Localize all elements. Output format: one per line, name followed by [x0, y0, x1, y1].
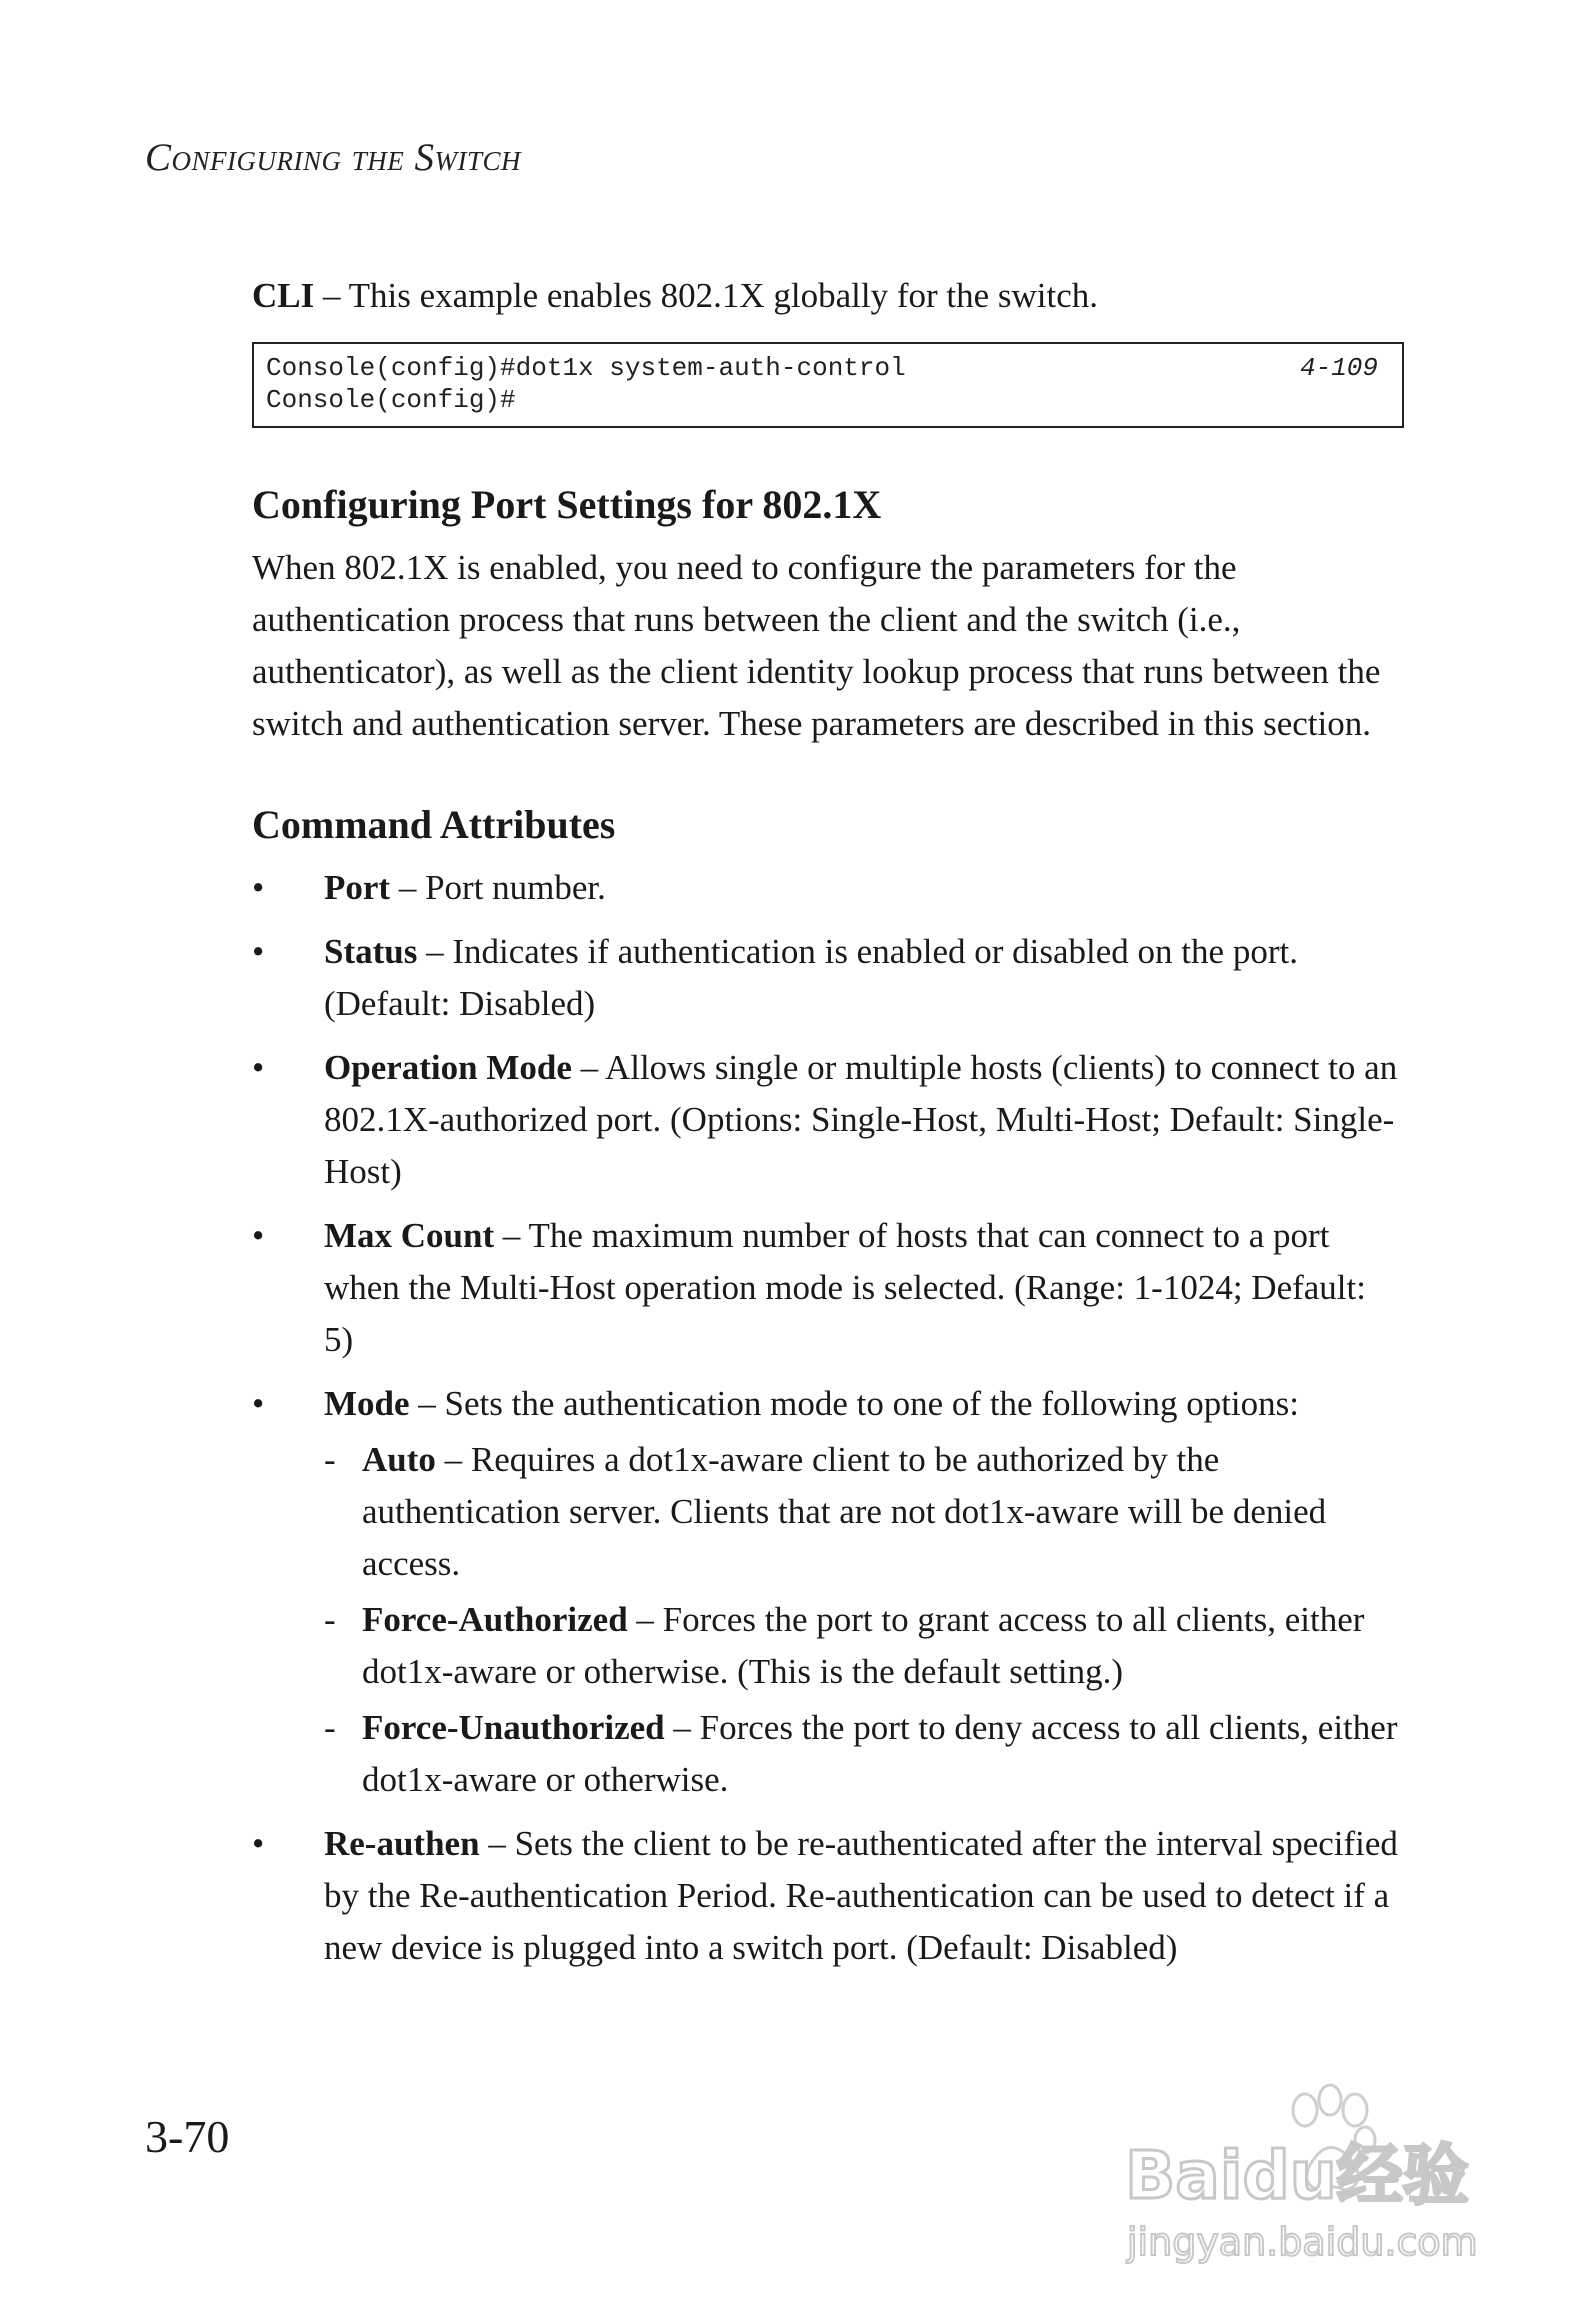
bullet-icon: •: [252, 932, 265, 971]
attribute-mode: [252, 1378, 1402, 1806]
bullet-icon: •: [252, 1384, 265, 1423]
cli-intro-text: – This example enables 802.1X globally for the switch.: [314, 276, 1099, 315]
option-term: Force-Unauthorized: [362, 1708, 665, 1747]
attribute-port: [252, 862, 1402, 914]
watermark-text: Baidu经验: [1125, 2137, 1469, 2214]
attribute-status: [252, 926, 1402, 1030]
attribute-desc: – Indicates if authentication is enabled or disabled on the port. (Default: Disabled): [324, 932, 1298, 1023]
code-example: [252, 342, 1404, 428]
attribute-desc: – Sets the client to be re-authenticated after the interval specified by the Re-authentication Period. Re-authentication can be used to detect if a new device is plugged into a switch port. (Default: Disabled): [324, 1824, 1398, 1967]
dash-icon: -: [324, 1708, 336, 1747]
dash-icon: -: [324, 1600, 336, 1639]
option-term: Auto: [362, 1440, 436, 1479]
page-content: [252, 270, 1402, 1986]
mode-options-list: [324, 1434, 1402, 1806]
mode-option-force-unauthorized: [324, 1702, 1402, 1806]
attribute-term: Mode: [324, 1384, 410, 1423]
cli-label: CLI: [252, 276, 315, 315]
dash-icon: -: [324, 1440, 336, 1479]
attribute-desc: – Sets the authentication mode to one of the following options:: [409, 1384, 1299, 1423]
attribute-term: Port: [324, 868, 391, 907]
attribute-term: Max Count: [324, 1216, 495, 1255]
attribute-term: Re-authen: [324, 1824, 480, 1863]
attribute-desc: – Allows single or multiple hosts (clients) to connect to an 802.1X-authorized port. (Options: Single-Host, Multi-Host; Default: Single-Host): [324, 1048, 1398, 1191]
attribute-desc: – Port number.: [390, 868, 606, 907]
code-text: Console(config)#: [266, 385, 516, 415]
mode-option-auto: [324, 1434, 1402, 1590]
cli-intro: [252, 270, 1402, 322]
bullet-icon: •: [252, 1216, 265, 1255]
code-line: [266, 352, 1378, 384]
code-line: [266, 384, 1378, 416]
option-term: Force-Authorized: [362, 1600, 628, 1639]
option-desc: – Forces the port to grant access to all clients, either dot1x-aware or otherwise. (This is the default setting.): [362, 1600, 1365, 1691]
bullet-icon: •: [252, 868, 265, 907]
option-desc: – Requires a dot1x-aware client to be authorized by the authentication server. Clients that are not dot1x-aware will be denied access.: [362, 1440, 1327, 1583]
bullet-icon: •: [252, 1824, 265, 1863]
watermark-url: jingyan.baidu.com: [1127, 2220, 1478, 2264]
code-ref: 4-109: [1299, 353, 1378, 383]
attribute-term: Status: [324, 932, 418, 971]
attribute-operation-mode: [252, 1042, 1402, 1198]
attributes-heading: Command Attributes: [252, 802, 616, 847]
attribute-re-authen: [252, 1818, 1402, 1974]
attributes-list: [252, 862, 1402, 1974]
running-head: Configuring the Switch: [145, 136, 522, 179]
bullet-icon: •: [252, 1048, 265, 1087]
mode-option-force-authorized: [324, 1594, 1402, 1698]
section-body: When 802.1X is enabled, you need to configure the parameters for the authentication process that runs between the client and the switch (i.e., authenticator), as well as the client identity lookup process that runs between the switch and authentication server. These parameters are described in this section.: [252, 548, 1381, 743]
option-desc: – Forces the port to deny access to all clients, either dot1x-aware or otherwise.: [362, 1708, 1398, 1799]
code-text: Console(config)#dot1x system-auth-control: [266, 353, 906, 383]
section-heading: Configuring Port Settings for 802.1X: [252, 482, 882, 527]
page-number: 3-70: [145, 2111, 230, 2162]
baidu-watermark-logo: [1115, 2070, 1495, 2270]
attribute-max-count: [252, 1210, 1402, 1366]
attribute-desc: – The maximum number of hosts that can connect to a port when the Multi-Host operation mode is selected. (Range: 1-1024; Default: 5): [324, 1216, 1366, 1359]
attribute-term: Operation Mode: [324, 1048, 572, 1087]
